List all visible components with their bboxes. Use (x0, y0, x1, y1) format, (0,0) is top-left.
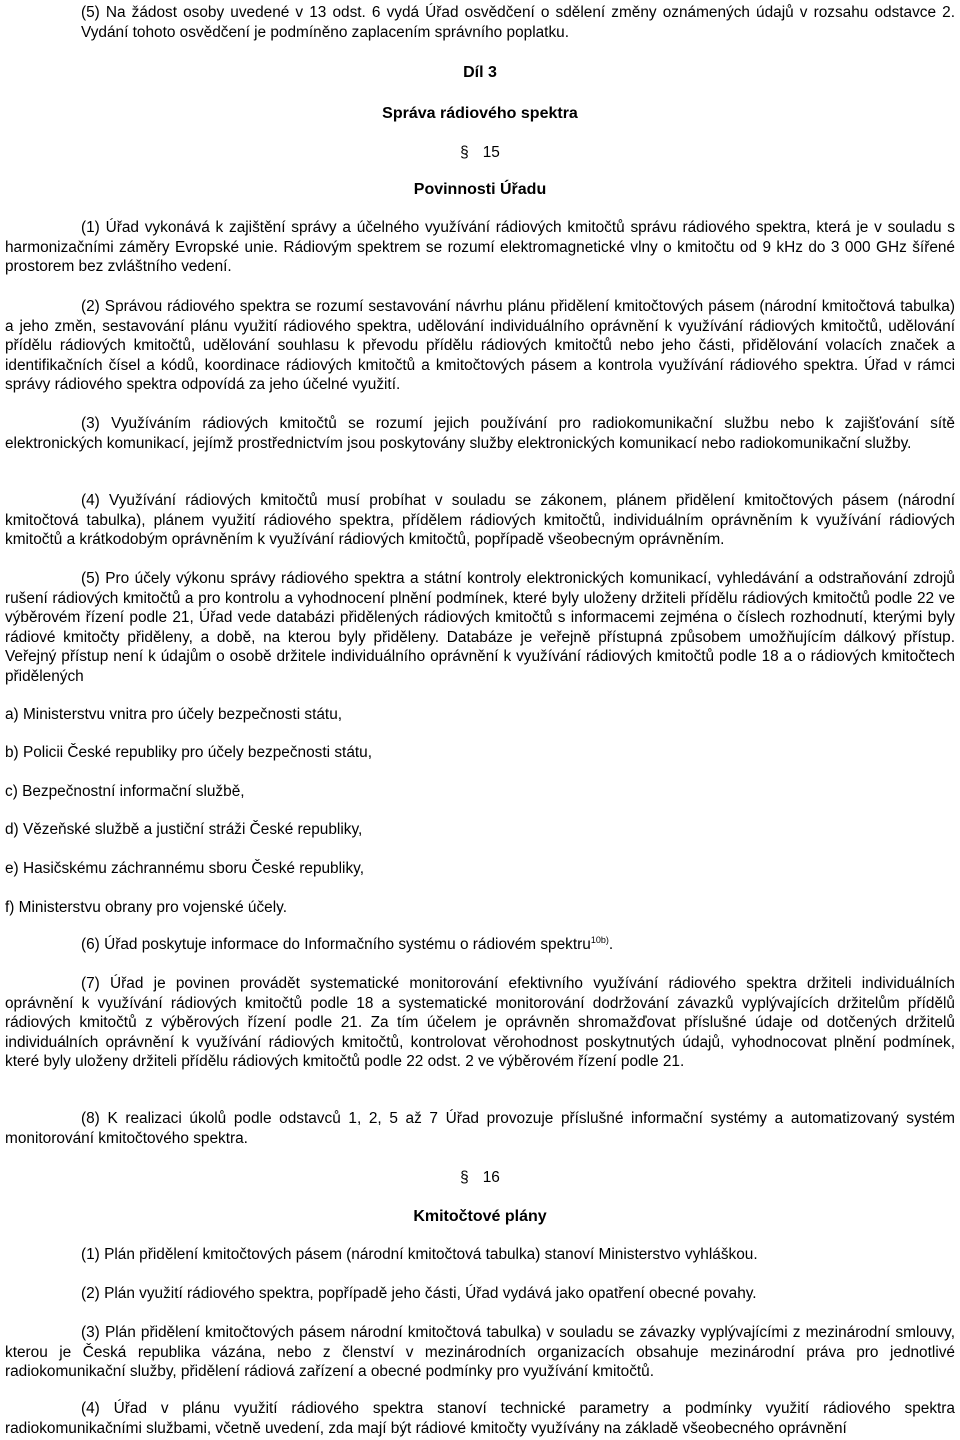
s15-paragraph-1: (1) Úřad vykonává k zajištění správy a účelného využívání rádiových kmitočtů správu rádiového spektra, která je v souladu s harmonizačními záměry Evropské unie. Rádiovým spektrem se rozumí elektromagnetické vlny o kmitočtu od 9 kHz do 3 000 GHz šířené prostorem bez zvláštního vedení. (5, 219, 955, 275)
s15-paragraph-2: (2) Správou rádiového spektra se rozumí sestavování návrhu plánu přidělení kmitočtových pásem (národní kmitočtová tabulka) a jeho změn, sestavování plánu využití rádiového spektra, udělování individuálního oprávnění k využívání rádiových kmitočtů, udělování přídělu rádiových kmitočtů, udělování souhlasu k převodu přídělu rádiových kmitočtů nebo jeho části, přidělování volacích značek a identifikačních čísel a kódů, koordinace rádiových kmitočtů a kmitočtových pásem a kontrola využívání rádiového spektra. Úřad v rámci správy rádiového spektra odpovídá za jeho účelné využití. (5, 298, 955, 393)
list-item: a) Ministerstvu vnitra pro účely bezpečnosti státu, (5, 706, 343, 723)
s15-paragraph-3: (3) Využíváním rádiových kmitočtů se rozumí jejich používání pro radiokomunikační službu nebo k zajišťování sítě elektronických komunikací, jejímž prostřednictvím jsou poskytovány služby elektronických komunikací nebo radiokomunikační služby. (5, 415, 955, 452)
s15-paragraph-4: (4) Využívání rádiových kmitočtů musí probíhat v souladu se zákonem, plánem přidělení kmitočtových pásem (národní kmitočtová tabulka), plánem využití rádiového spektra, přídělem rádiových kmitočtů, individuálním oprávněním k využívání rádiových kmitočtů a krátkodobým oprávněním k využívání rádiových kmitočtů, popřípadě všeobecným oprávněním. (5, 492, 955, 548)
s15-paragraph-7: (7) Úřad je povinen provádět systematické monitorování efektivního využívání rádiového spektra držiteli individuálních oprávnění k využívání rádiových kmitočtů podle 18 a systematické monitorování dodržování závazků vyplývajících držitelům přídělů rádiových kmitočtů z výběrových řízení podle 21. Za tím účelem je oprávněn shromažďovat příslušné údaje od dotčených držitelů individuálních oprávnění k využívání rádiových kmitočtů, kontrolovat věrohodnost poskytnutých údajů, vyhodnocovat plnění podmínek, které byly uloženy držiteli přídělu rádiových kmitočtů podle 22 odst. 2 ve výběrovém řízení podle 21. (5, 975, 955, 1070)
list-item: f) Ministerstvu obrany pro vojenské účely. (5, 899, 287, 916)
s15-paragraph-6 (5, 935, 955, 955)
s15-paragraph-6-end: . (608, 936, 614, 953)
section-15-title: Povinnosti Úřadu (413, 181, 547, 198)
s16-paragraph-4: (4) Úřad v plánu využití rádiového spektra stanoví technické parametry a podmínky využití rádiového spektra radiokomunikačními službami, včetně uvedení, zda mají být rádiové kmitočty využívány na základě všeobecného oprávnění (5, 1400, 955, 1437)
part-subtitle: Správa rádiového spektra (382, 105, 578, 122)
top-paragraph: (5) Na žádost osoby uvedené v 13 odst. 6 vydá Úřad osvědčení o sdělení změny oznámených údajů v rozsahu odstavce 2. Vydání tohoto osvědčení je podmíněno zaplacením správního poplatku. (81, 4, 955, 41)
section-15-heading (5, 143, 955, 163)
footnote-ref: 10b) (590, 934, 609, 945)
s15-paragraph-6-text: (6) Úřad poskytuje informace do Informačního systému o rádiovém spektru (81, 936, 591, 953)
section-number: 16 (482, 1169, 500, 1186)
section-mark: § (460, 1169, 469, 1186)
list-item: d) Vězeňské službě a justiční stráži České republiky, (5, 821, 363, 838)
s15-paragraph-8: (8) K realizaci úkolů podle odstavců 1, 2, 5 až 7 Úřad provozuje příslušné informační systémy a automatizovaný systém monitorování kmitočtového spektra. (5, 1110, 955, 1147)
section-number: 15 (482, 144, 500, 161)
s16-paragraph-2: (2) Plán využití rádiového spektra, popřípadě jeho části, Úřad vydává jako opatření obecné povahy. (81, 1285, 757, 1302)
list-item: e) Hasičskému záchrannému sboru České republiky, (5, 860, 364, 877)
part-title: Díl 3 (463, 64, 497, 81)
list-item: c) Bezpečnostní informační službě, (5, 783, 245, 800)
s15-paragraph-5: (5) Pro účely výkonu správy rádiového spektra a státní kontroly elektronických komunikací, vyhledávání a odstraňování zdrojů rušení rádiových kmitočtů a pro kontrolu a vyhodnocení plnění podmínek, které byly uloženy držiteli přídělu rádiových kmitočtů podle 22 ve výběrovém řízení podle 21, Úřad vede databázi přidělených rádiových kmitočtů s informacemi zejména o číslech rozhodnutí, kterými byly rádiové kmitočty přiděleny, a době, na kterou byly přiděleny. Databáze je veřejně přístupná způsobem umožňujícím dálkový přístup. Veřejný přístup není k údajům o osobě držitele individuálního oprávnění k využívání rádiových kmitočtů podle 18 a o rádiových kmitočtech přidělených (5, 570, 955, 685)
s16-paragraph-1: (1) Plán přidělení kmitočtových pásem (národní kmitočtová tabulka) stanoví Ministerstvo vyhláškou. (81, 1246, 758, 1263)
section-16-heading (5, 1168, 955, 1188)
s16-paragraph-3: (3) Plán přidělení kmitočtových pásem národní kmitočtová tabulka) v souladu se závazky vyplývajícími z mezinárodní smlouvy, kterou je Česká republika vázána, nebo z členství v mezinárodních organizacích obsahuje mezinárodní práva pro jednotlivé radiokomunikační služby, přidělení rádiová zařízení a obecné podmínky pro využívání kmitočtů. (5, 1324, 955, 1380)
section-16-title: Kmitočtové plány (413, 1208, 547, 1225)
list-item: b) Policii České republiky pro účely bezpečnosti státu, (5, 744, 372, 761)
section-mark: § (460, 144, 469, 161)
